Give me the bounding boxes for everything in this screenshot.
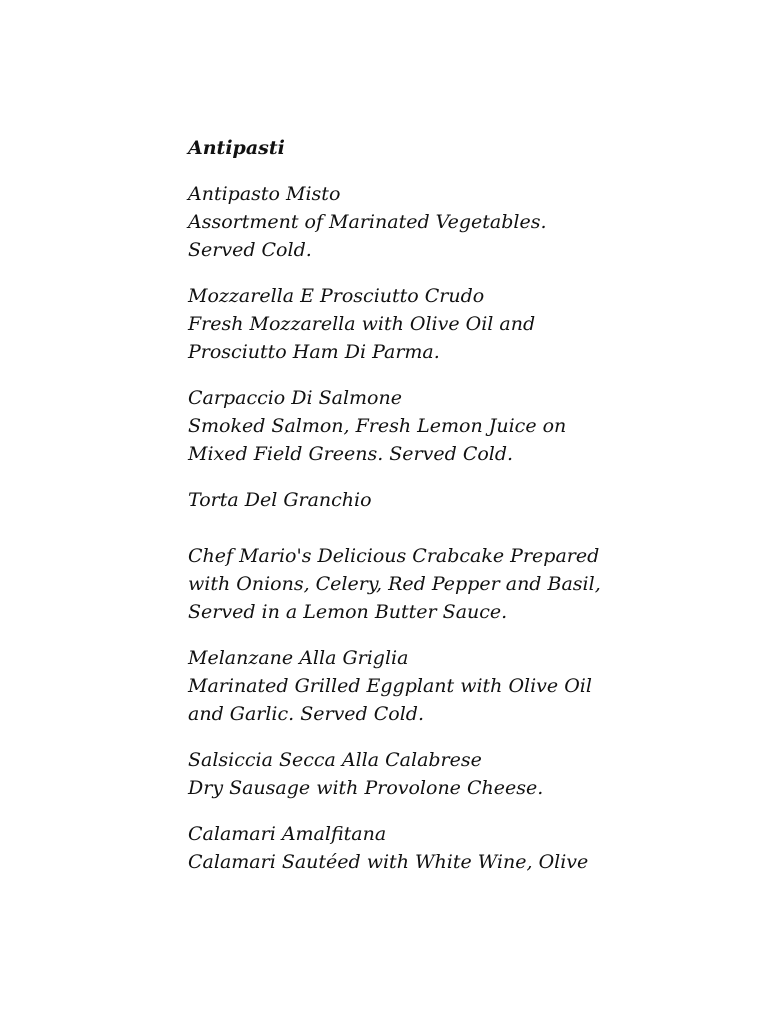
menu-item-antipasto-misto	[188, 180, 608, 264]
item-description-line: Prosciutto Ham Di Parma.	[188, 341, 440, 363]
item-description-line: Fresh Mozzarella with Olive Oil and	[188, 313, 536, 335]
item-description-line: Dry Sausage with Provolone Cheese.	[188, 777, 544, 799]
menu-item-carpaccio-salmone	[188, 384, 608, 468]
item-description-line: Chef Mario's Delicious Crabcake Prepared	[188, 545, 600, 567]
item-name: Calamari Amalfitana	[188, 823, 387, 845]
item-description-line: Served in a Lemon Butter Sauce.	[188, 601, 508, 623]
item-description-line: Marinated Grilled Eggplant with Olive Oil	[188, 675, 592, 697]
section-title: Antipasti	[188, 137, 285, 159]
item-name: Carpaccio Di Salmone	[188, 387, 402, 409]
item-name: Torta Del Granchio	[188, 489, 372, 511]
menu-item-salsiccia-secca	[188, 746, 608, 802]
item-description-line: Smoked Salmon, Fresh Lemon Juice on	[188, 415, 567, 437]
item-description-line: Served Cold.	[188, 239, 312, 261]
menu-item-mozzarella-prosciutto	[188, 282, 608, 366]
item-name: Melanzane Alla Griglia	[188, 647, 409, 669]
item-name: Salsiccia Secca Alla Calabrese	[188, 749, 482, 771]
item-name: Antipasto Misto	[188, 183, 341, 205]
item-description-line: Mixed Field Greens. Served Cold.	[188, 443, 514, 465]
menu-item-calamari-amalfitana	[188, 820, 608, 876]
item-description-line: Assortment of Marinated Vegetables.	[188, 211, 547, 233]
item-description-line: and Garlic. Served Cold.	[188, 703, 425, 725]
item-description-line: Calamari Sautéed with White Wine, Olive	[188, 851, 589, 873]
menu-item-melanzane-griglia	[188, 644, 608, 728]
menu-item-torta-granchio	[188, 486, 608, 626]
item-name: Mozzarella E Prosciutto Crudo	[188, 285, 485, 307]
menu-content	[188, 134, 608, 894]
item-description-line: with Onions, Celery, Red Pepper and Basil,	[188, 573, 601, 595]
